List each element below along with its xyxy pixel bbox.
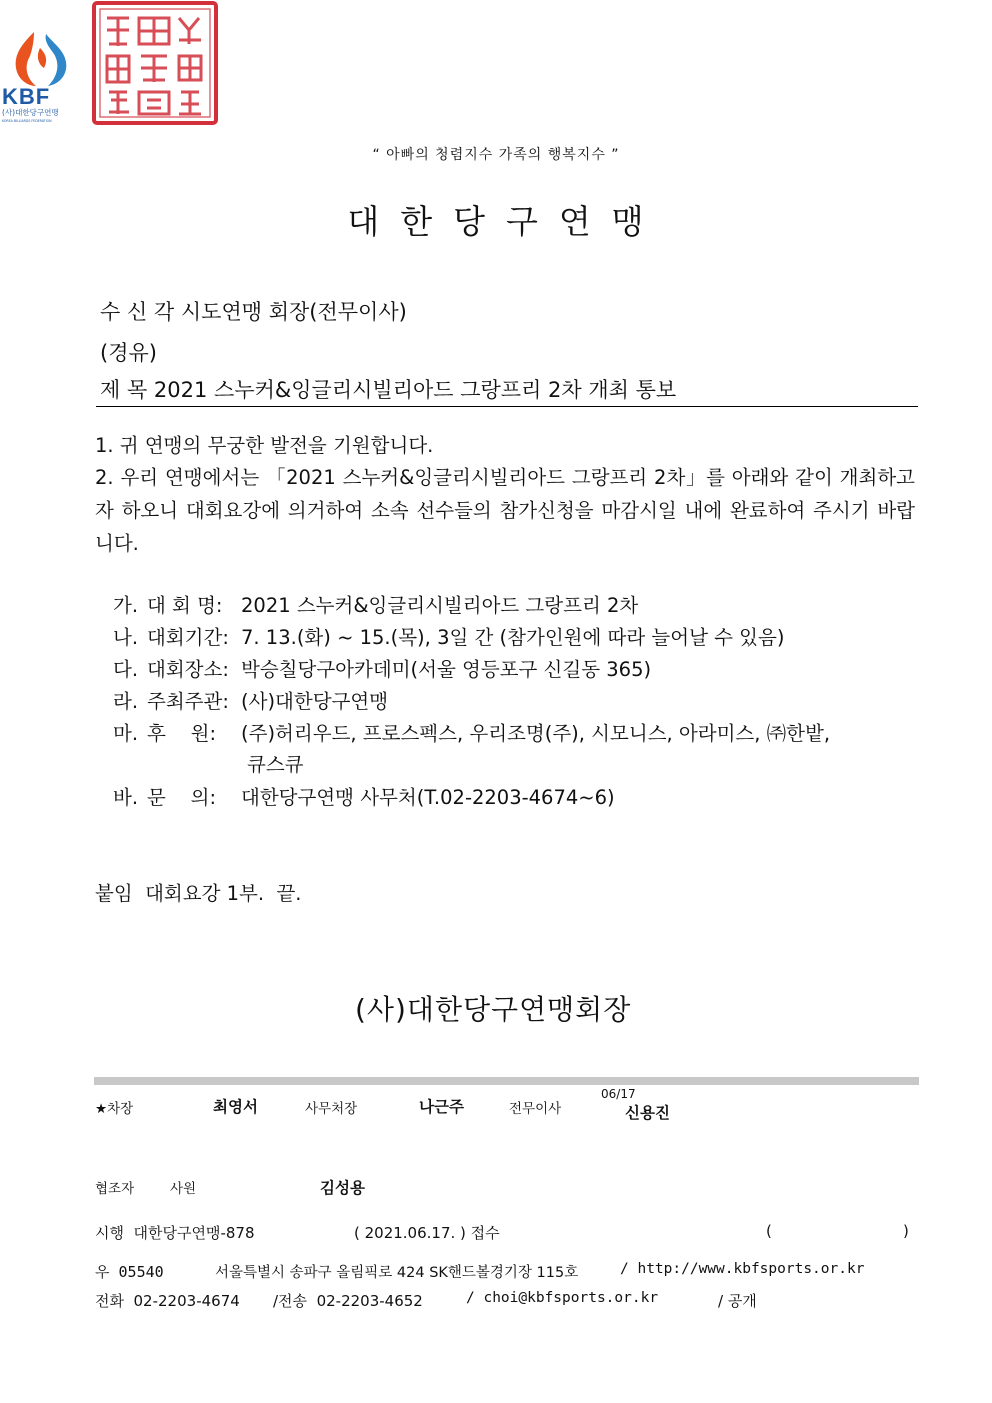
approver-2-title: 사무처장 (305, 1101, 358, 1117)
organization-title: 대한당구연맹 (347, 202, 665, 241)
attachment-note: 붙임 대회요강 1부. 끝. (95, 882, 302, 905)
cooperation-name: 김성용 (320, 1179, 365, 1197)
item-value: 2021 스누커&잉글리시빌리아드 그랑프리 2차 (241, 594, 639, 617)
item-value: 대한당구연맹 사무처(T.02-2203-4674~6) (241, 786, 615, 809)
item-marker: 바. (113, 786, 139, 809)
detail-item-venue (113, 654, 651, 682)
motto: “ 아빠의 청렴지수 가족의 행복지수 ” (372, 147, 620, 163)
item-label: 대회기간: (147, 626, 229, 649)
item-value: (사)대한당구연맹 (241, 690, 389, 713)
item-marker: 라. (113, 690, 139, 713)
logo-subtext: (사)대한당구연맹 (2, 108, 59, 117)
approval-divider (94, 1077, 919, 1085)
logo-text: KBF (2, 84, 51, 109)
address: 서울특별시 송파구 올림픽로 424 SK핸드볼경기장 115호 (215, 1265, 579, 1281)
detail-item-sponsor (113, 718, 830, 746)
paragraph-2: 2. 우리 연맹에서는 「2021 스누커&잉글리시빌리아드 그랑프리 2차」를 아래와 같이 개최하고자 하오니 대회요강에 의거하여 소속 선수들의 참가신청을 마감시일 내에 완료하여 주시기 바랍니다. (95, 466, 915, 555)
approver-1-title: ★차장 (95, 1101, 134, 1117)
item-value: 박승칠당구아카데미(서울 영등포구 신길동 365) (241, 658, 652, 681)
enforcement-number: 시행 대한당구연맹-878 (95, 1224, 255, 1242)
detail-item-sponsor-continued: 큐스큐 (247, 753, 304, 776)
item-label: 대 회 명: (147, 594, 223, 617)
kbf-logo (0, 26, 86, 126)
item-marker: 마. (113, 722, 139, 745)
cooperation-title: 협조자 (95, 1181, 135, 1197)
receipt-open-paren: ( (766, 1222, 772, 1240)
approver-3-name: 신용진 (625, 1104, 670, 1122)
header-divider (96, 406, 918, 407)
president-signature-line: (사)대한당구연맹회장 (355, 993, 632, 1026)
item-marker: 나. (113, 626, 139, 649)
phone-number: 전화 02-2203-4674 (95, 1292, 240, 1310)
item-label: 주최주관: (147, 690, 229, 713)
item-marker: 가. (113, 594, 139, 617)
disclosure-status: / 공개 (718, 1292, 757, 1310)
subject-line: 제 목 2021 스누커&잉글리시빌리아드 그랑프리 2차 개최 통보 (100, 378, 677, 402)
receipt-close-paren: ) (903, 1222, 909, 1240)
homepage-link[interactable]: / http://www.kbfsports.or.kr (620, 1261, 865, 1277)
item-label: 대회장소: (147, 658, 229, 681)
email-link[interactable]: / choi@kbfsports.or.kr (466, 1290, 659, 1306)
detail-item-event-name (113, 590, 638, 618)
cooperation-role: 사원 (170, 1181, 197, 1197)
enforcement-date: ( 2021.06.17. ) 접수 (354, 1224, 500, 1242)
item-label: 후 원: (147, 722, 217, 745)
approver-3-title: 전무이사 (509, 1101, 562, 1117)
via-line: (경유) (100, 341, 157, 365)
approver-2-name: 나근주 (419, 1098, 464, 1116)
logo-tiny-text: KOREA BILLIARDS FEDERATION (2, 119, 52, 123)
fax-number: /전송 02-2203-4652 (273, 1292, 423, 1310)
paragraph-1: 1. 귀 연맹의 무궁한 발전을 기원합니다. (95, 434, 434, 457)
official-seal-stamp (91, 0, 219, 126)
detail-item-host (113, 686, 388, 714)
detail-item-period (113, 622, 784, 650)
item-value: 7. 13.(화) ~ 15.(목), 3일 간 (참가인원에 따라 늘어날 수 있음) (241, 626, 785, 649)
detail-item-contact (113, 782, 615, 810)
postal-code: 우 05540 (95, 1263, 164, 1281)
approver-1-name: 최영서 (213, 1098, 258, 1116)
approver-3-date: 06/17 (601, 1087, 636, 1101)
item-label: 문 의: (147, 786, 217, 809)
recipient-line: 수 신 각 시도연맹 회장(전무이사) (100, 300, 407, 324)
item-value: (주)허리우드, 프로스펙스, 우리조명(주), 시모니스, 아라미스, ㈜한밭, (241, 722, 831, 745)
item-marker: 다. (113, 658, 139, 681)
